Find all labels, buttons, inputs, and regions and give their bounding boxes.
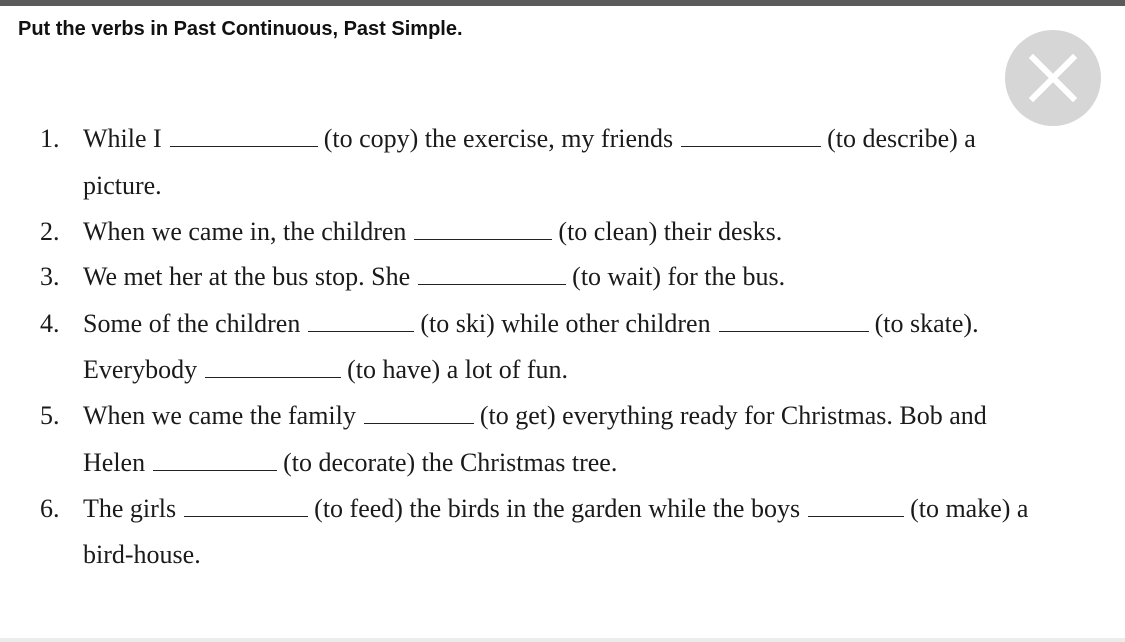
exercise-1-text-d: picture. <box>83 171 162 200</box>
exercise-6-text-a: The girls <box>83 494 177 523</box>
exercise-5-blank-2[interactable] <box>153 448 277 471</box>
exercise-1-blank-2[interactable] <box>681 124 821 147</box>
exercise-5-text-a: When we came the family <box>83 401 356 430</box>
exercise-4-text-c: (to skate). <box>874 309 979 338</box>
exercise-2-number: 2. <box>40 217 60 246</box>
exercise-5-number: 5. <box>40 401 60 430</box>
exercise-2-text-b: (to clean) their desks. <box>558 217 783 246</box>
exercise-1-text-a: While I <box>83 124 162 153</box>
exercise-6-text-b: (to feed) the birds in the garden while the boys <box>314 494 801 523</box>
exercise-1-text-b: (to copy) the exercise, my friends <box>323 124 674 153</box>
exercise-4-text-b: (to ski) while other children <box>420 309 711 338</box>
exercise-5-text-b: (to get) everything ready for Christmas. Bob and <box>479 401 987 430</box>
exercise-6-text-d: bird-house. <box>83 540 201 569</box>
page-title: Put the verbs in Past Continuous, Past Simple. <box>18 18 463 40</box>
exercise-4-text-e: (to have) a lot of fun. <box>347 355 569 384</box>
top-bar <box>0 0 1125 6</box>
exercise-4-text-d: Everybody <box>83 355 198 384</box>
exercise-4-text-a: Some of the children <box>83 309 301 338</box>
exercise-4-blank-3[interactable] <box>205 355 341 378</box>
exercise-1-blank-1[interactable] <box>170 124 318 147</box>
exercise-1-number: 1. <box>40 124 60 153</box>
exercise-4-blank-1[interactable] <box>308 309 414 332</box>
exercise-5-text-c: Helen <box>83 448 146 477</box>
exercise-1-text-c: (to describe) a <box>827 124 976 153</box>
exercise-6-blank-2[interactable] <box>808 494 904 517</box>
bottom-divider <box>0 638 1125 642</box>
close-icon <box>1029 54 1077 102</box>
exercise-3-text-b: (to wait) for the bus. <box>572 262 786 291</box>
exercise-2-text-a: When we came in, the children <box>83 217 407 246</box>
exercise-6-text-c: (to make) a <box>910 494 1029 523</box>
exercise-5-blank-1[interactable] <box>364 401 474 424</box>
exercise-4-number: 4. <box>40 309 60 338</box>
exercise-5-text-d: (to decorate) the Christmas tree. <box>283 448 618 477</box>
exercise-2-blank-1[interactable] <box>414 217 552 240</box>
exercise-3-text-a: We met her at the bus stop. She <box>83 262 411 291</box>
exercise-6-blank-1[interactable] <box>184 494 308 517</box>
exercise-3-number: 3. <box>40 262 60 291</box>
close-button[interactable] <box>1005 30 1101 126</box>
exercise-4-blank-2[interactable] <box>719 309 869 332</box>
exercise-3-blank-1[interactable] <box>418 262 566 285</box>
exercise-6-number: 6. <box>40 494 60 523</box>
